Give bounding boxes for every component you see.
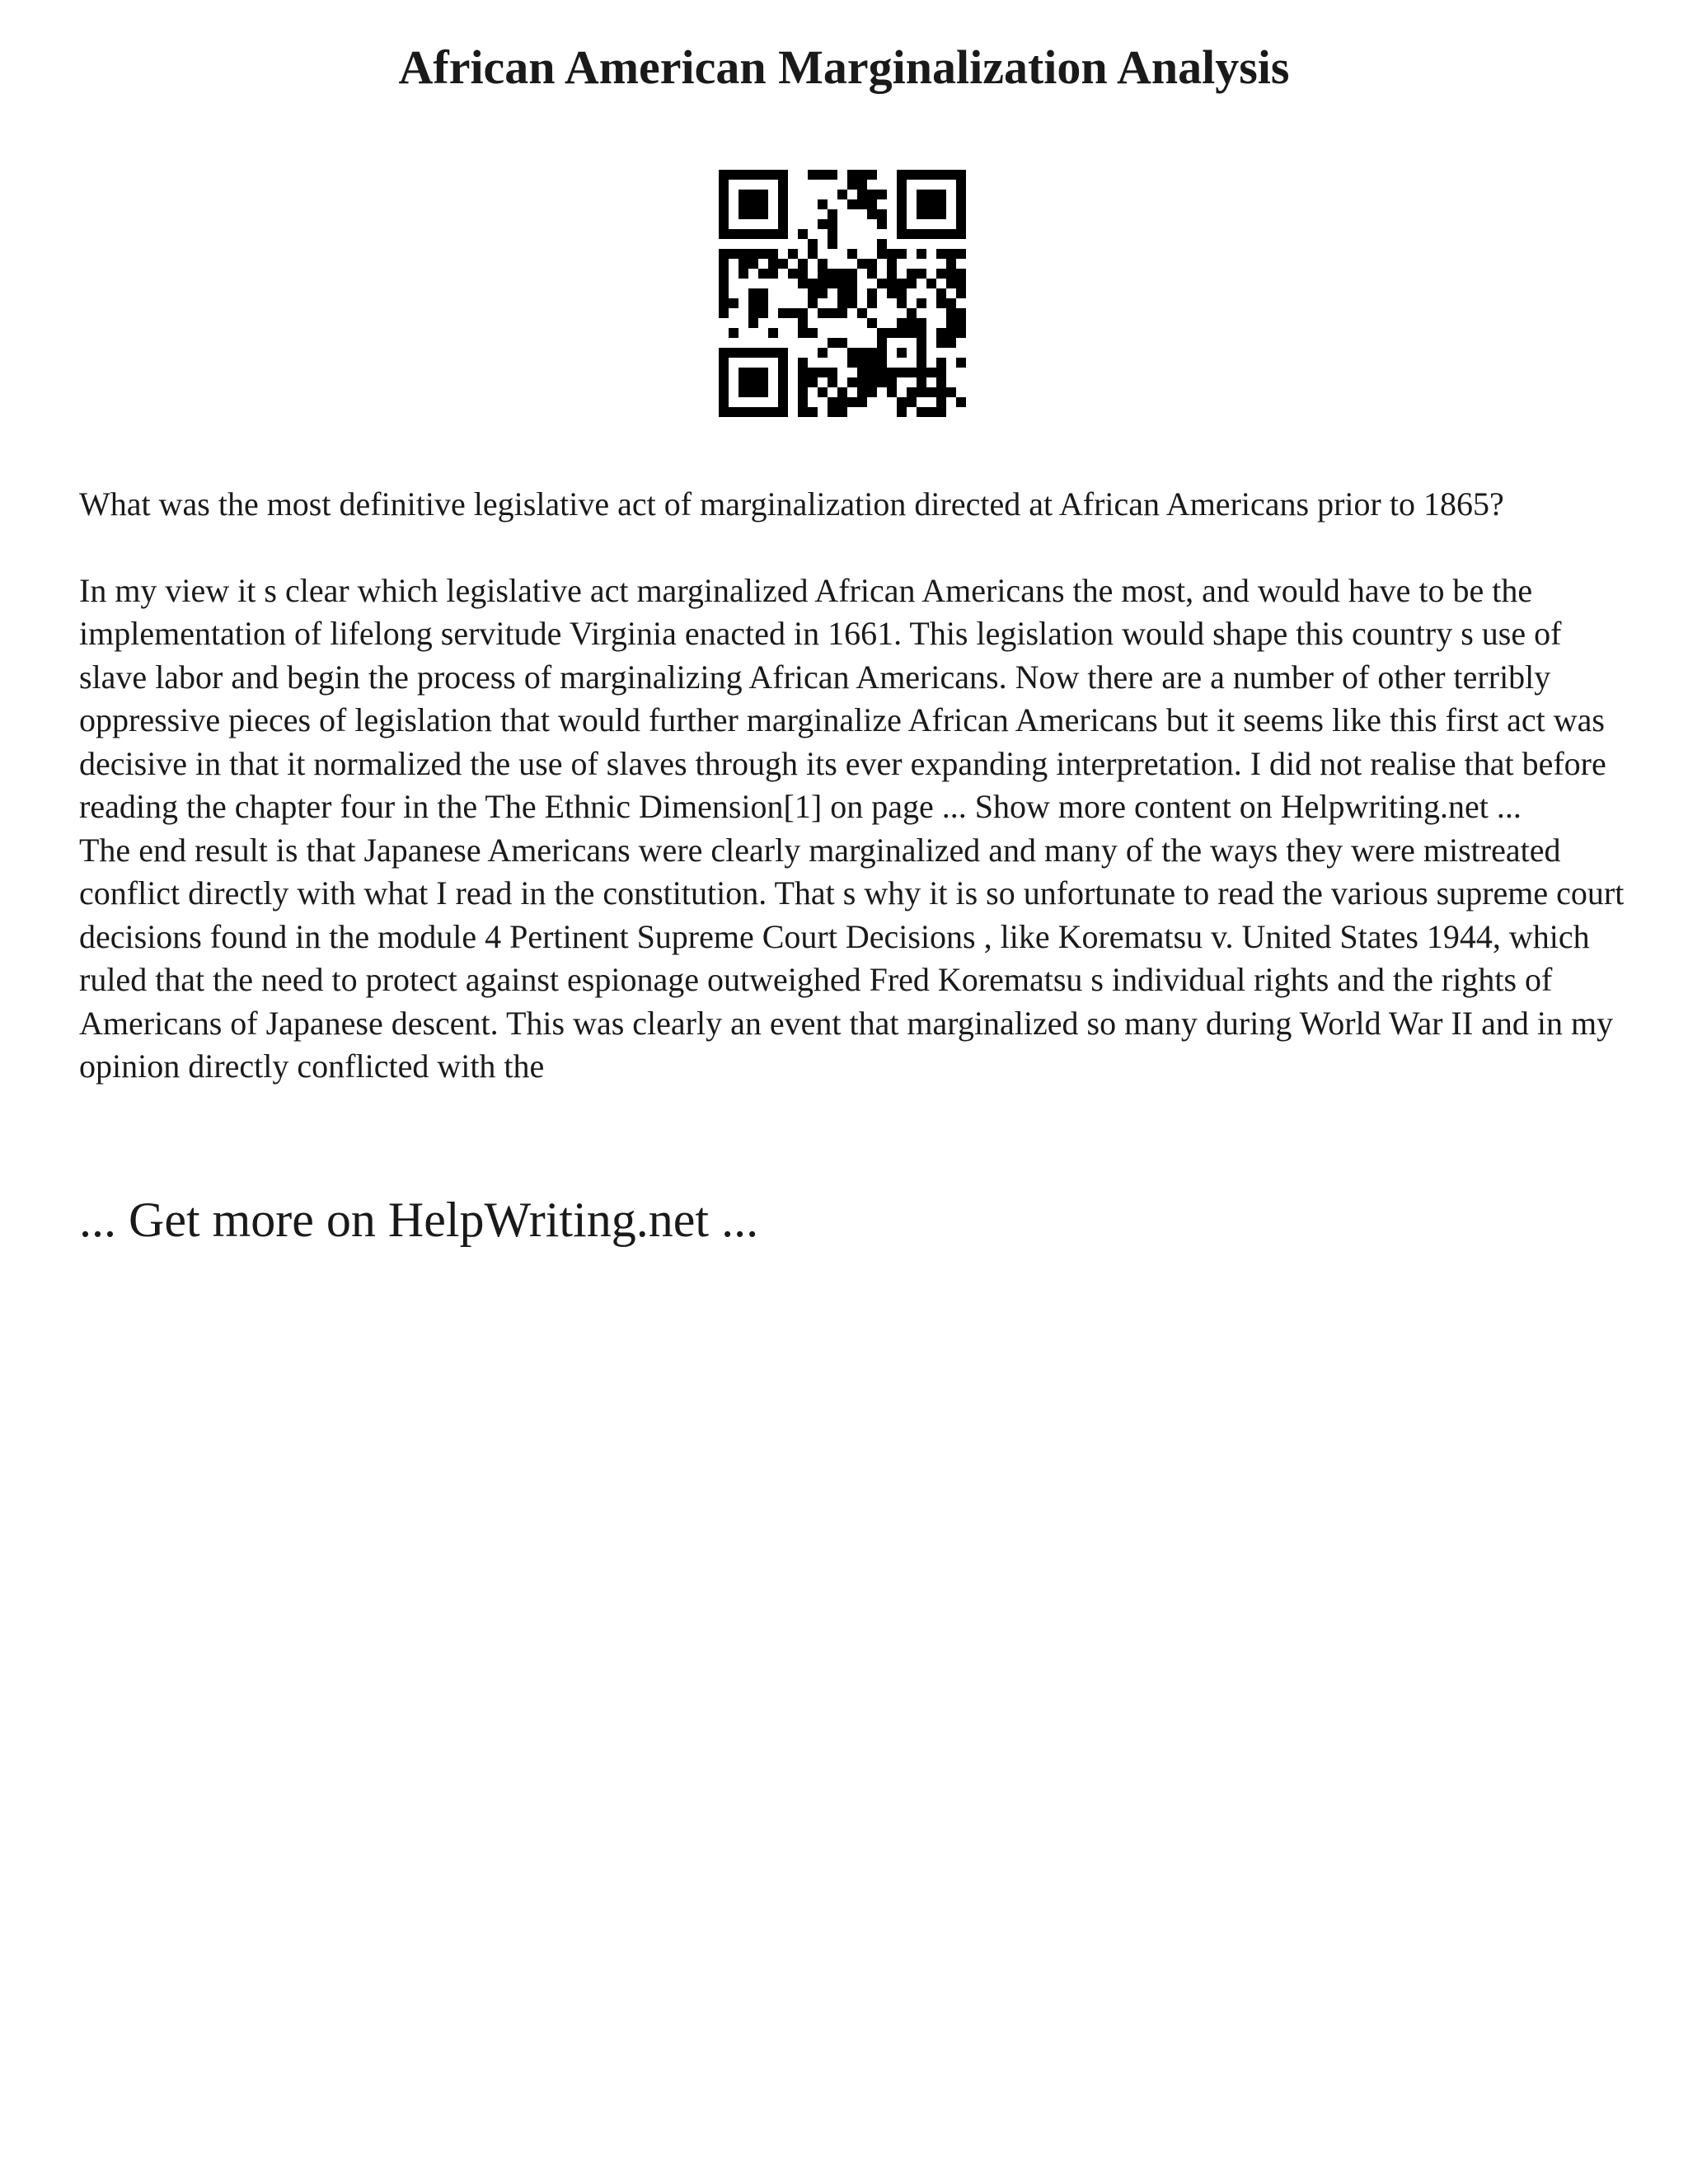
get-more-link[interactable]: ... Get more on HelpWriting.net ...: [79, 1193, 759, 1247]
question-text: What was the most definitive legislative act of marginalization directed at African Americans prior to 1865?: [79, 485, 1504, 523]
paragraph-1: In my view it s clear which legislative act marginalized African Americans the most, and would have to be the implementation of lifelong servitude Virginia enacted in 1661. This legislation would shape this country s use of slave labor and begin the process of marginalizing African Americans. Now there are a number of other terribly oppressive pieces of legislation that would further marginalize African Americans but it seems like this first act was decisive in that it normalized the use of slaves through its ever expanding interpretation. I did not realise that before reading the chapter four in the The Ethnic Dimension[1] on page ... Show more content on Helpwriting.net ...: [79, 571, 1606, 825]
paragraph-2: The end result is that Japanese Americans were clearly marginalized and many of the ways they were mistreated conflict directly with what I read in the constitution. That s why it is so unfortunate to read the various supreme court decisions found in the module 4 Pertinent Supreme Court Decisions , like Korematsu v. United States 1944, which ruled that the need to protect against espionage outweighed Fred Korematsu s individual rights and the rights of Americans of Japanese descent. This was clearly an event that marginalized so many during World War II and in my opinion directly conflicted with the: [79, 831, 1625, 1085]
paragraph-gap: [79, 527, 1629, 569]
qr-code-icon: [719, 170, 966, 417]
page-title: African American Marginalization Analysis: [398, 40, 1290, 94]
article-body: [79, 483, 1629, 1089]
